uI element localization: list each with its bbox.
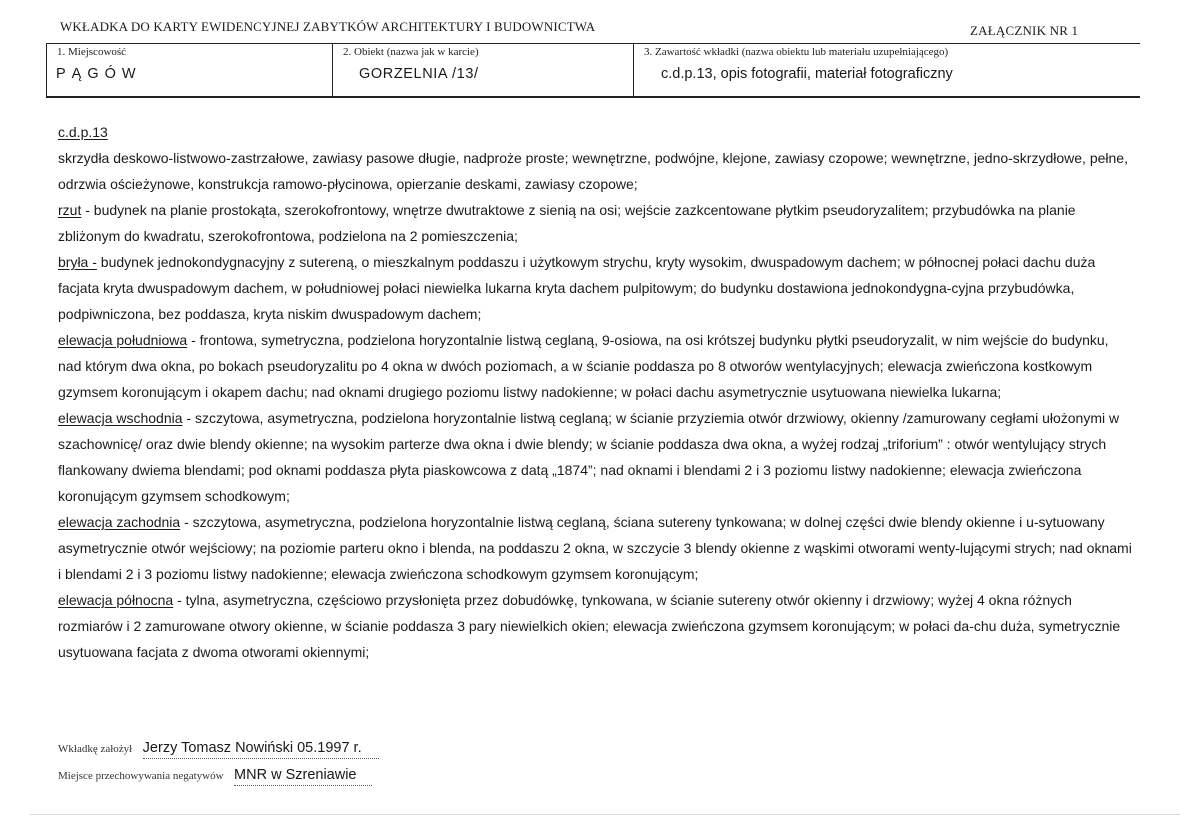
header-fields-table [46, 43, 1140, 98]
paragraph-massing [58, 249, 1133, 327]
storage-value: MNR w Szreniawie [234, 767, 372, 786]
paragraph-text: - frontowa, symetryczna, podzielona horyzontalnie listwą ceglaną, 9-osiowa, na osi krótszej budynku płytki pseudoryzalit, w nim wejście do budynku, nad którym dwa okna, po bokach pseudoryzalitu po 4 okna w dwóch poziomach, a w ścianie poddasza po 8 otworów wentylacyjnych; elewacja zwieńczona kostkowym gzymsem koronującym i okapem dachu; nad oknami drugiego poziomu listwy nadokienne; w połaci dachu asymetrycznie usytuowana niewielka lukarna; [58, 332, 1109, 400]
page-bottom-edge [30, 814, 1180, 815]
attachment-number: ZAŁĄCZNIK NR 1 [970, 23, 1079, 38]
field-contents [634, 44, 1140, 96]
paragraph-text: budynek jednokondygnacyjny z sutereną, o mieszkalnym poddaszu i użytkowym strychu, kryty wysokim, dwuspadowym dachem; w północnej połaci dachu duża facjata kryta dwuspadowym dachem, w południowej połaci niewielka lukarna kryta dachem pulpitowym; do budynku dostawiona jednokondygna-cyjna przybudówka, podpiwniczona, bez poddasza, kryta niskim dwuspadowym dachem; [58, 254, 1096, 322]
paragraph-term: elewacja zachodnia [58, 514, 181, 530]
paragraph-term: elewacja północna [58, 592, 174, 608]
field-locality [47, 44, 333, 96]
paragraph-text: skrzydła deskowo-listwowo-zastrzałowe, zawiasy pasowe długie, nadproże proste; wewnętrzne, podwójne, klejone, zawiasy czopowe; wewnętrzne, jedno-skrzydłowe, pełne, odrzwia ościeżynowe, konstrukcja ramowo-płycinowa, opierzanie deskami, zawiasy czopowe; [58, 150, 1128, 192]
author-value: Jerzy Tomasz Nowiński 05.1997 r. [143, 740, 379, 759]
heading-text: c.d.p.13 [58, 124, 108, 140]
paragraph-term: elewacja wschodnia [58, 410, 183, 426]
field-locality-value: PĄGÓW [56, 66, 142, 82]
paragraph-north-elevation [58, 587, 1133, 665]
footer-author [58, 739, 379, 759]
field-contents-label: 3. Zawartość wkładki (nazwa obiektu lub materiału uzupełniającego) [644, 46, 949, 58]
paragraph-plan [58, 197, 1133, 249]
paragraph-west-elevation [58, 509, 1133, 587]
author-label: Wkładkę założył [58, 743, 133, 755]
form-title: WKŁADKA DO KARTY EWIDENCYJNEJ ZABYTKÓW ARCHITEKTURY I BUDOWNICTWA [60, 19, 596, 34]
paragraph-text: - szczytowa, asymetryczna, podzielona horyzontalnie listwą ceglaną; w ścianie przyziemia otwór drzwiowy, okienny /zamurowany cegłami ułożonymi w szachownicę/ oraz dwie blendy okienne; na wysokim parterze dwa okna i dwie blendy; w ścianie poddasza dwa okna, a wyżej rodzaj „triforium” : otwór wentylujący strych flankowany dwiema blendami; pod oknami poddasza płyta piaskowcowa z datą „1874”; nad oknami i blendami 2 i 3 poziomu listwy nadokienne; elewacja zwieńczona koronującym gzymsem schodkowym; [58, 410, 1120, 504]
paragraph-term: elewacja południowa [58, 332, 188, 348]
paragraph-text: - budynek na planie prostokąta, szerokofrontowy, wnętrze dwutraktowe z sienią na osi; wejście zazkcentowane płytkim pseudoryzalitem; przybudówka na planie zbliżonym do kwadratu, szerokofrontowa, podzielona na 2 pomieszczenia; [58, 202, 1076, 244]
field-object-value: GORZELNIA /13/ [359, 66, 479, 82]
description-body [58, 119, 1133, 665]
field-object [333, 44, 634, 96]
field-object-label: 2. Obiekt (nazwa jak w karcie) [343, 46, 479, 58]
paragraph-text: - szczytowa, asymetryczna, podzielona horyzontalnie listwą ceglaną, ściana sutereny tynkowana; w dolnej części dwie blendy okienne i u-sytuowany asymetrycznie otwór wejściowy; na poziomie parteru okno i blenda, na poddaszu 2 okna, w szczycie 3 blendy okienne z wąskimi otworami wenty-lującymi strych; nad oknami i blendami 2 i 3 poziomu listwy nadokienne; elewacja zwieńczona schodkowym gzymsem koronującym; [58, 514, 1132, 582]
paragraph-east-elevation [58, 405, 1133, 509]
paragraph-term: rzut [58, 202, 82, 218]
paragraph-text: - tylna, asymetryczna, częściowo przysłonięta przez dobudówkę, tynkowana, w ścianie sutereny otwór okienny i drzwiowy; wyżej 4 okna różnych rozmiarów i 2 zamurowane otwory okienne, w ścianie poddasza 3 pary niewielkich okien; elewacja zwieńczona gzymsem koronującym; w połaci da-chu duża, symetrycznie usytuowana facjata z dwoma otworami okiennymi; [58, 592, 1121, 660]
paragraph-term: bryła - [58, 254, 97, 270]
storage-label: Miejsce przechowywania negatywów [58, 770, 224, 782]
description-heading [58, 119, 1133, 145]
paragraph-doors [58, 145, 1133, 197]
field-locality-label: 1. Miejscowość [57, 46, 127, 58]
paragraph-south-elevation [58, 327, 1133, 405]
footer-storage [58, 766, 372, 786]
field-contents-value: c.d.p.13, opis fotografii, materiał fotograficzny [661, 66, 953, 82]
